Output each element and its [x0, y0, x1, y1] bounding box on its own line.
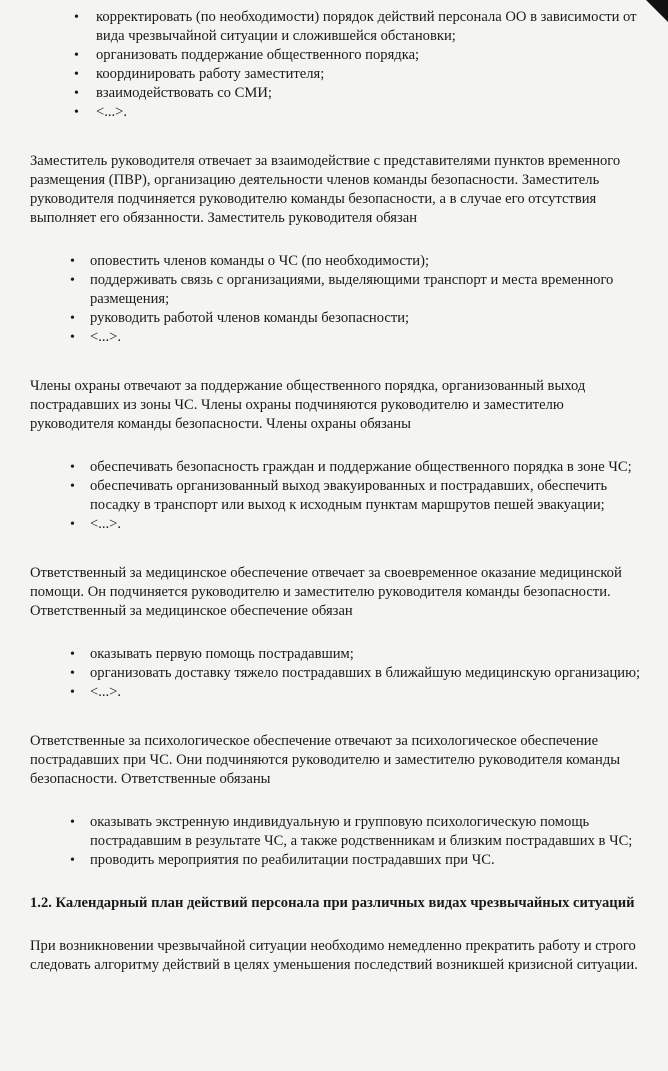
bullet-icon: •	[70, 273, 75, 288]
list-item: • организовать доставку тяжело пострадавших в ближайшую медицинскую организацию;	[70, 665, 641, 681]
bullet-icon: •	[70, 330, 75, 345]
duties-list-head	[30, 8, 642, 122]
guards-duties-list	[30, 458, 642, 534]
list-item: • оказывать экстренную индивидуальную и групповую психологическую помощь пострадавшим в результате ЧС, а также родственникам и близким пострадавших в ЧС;	[70, 814, 633, 849]
list-item: • проводить мероприятия по реабилитации пострадавших при ЧС.	[70, 852, 495, 868]
medical-paragraph: Ответственный за медицинское обеспечение отвечает за своевременное оказание медицинской помощи. Он подчиняется руководителю и заместителю руководителя команды безопасности. Ответственный за медицинское обеспечение обязан	[30, 565, 622, 619]
bullet-icon: •	[70, 311, 75, 326]
deputy-paragraph: Заместитель руководителя отвечает за взаимодействие с представителями пунктов временного размещения (ПВР), организацию деятельности членов команды безопасности. Заместитель руководителя подчиняется руководителю команды безопасности, а в случае его отсутствия выполняет его обязанности. Заместитель руководителя обязан	[30, 153, 621, 226]
closing-paragraph: При возникновении чрезвычайной ситуации необходимо немедленно прекратить работу и строго следовать алгоритму действий в целях уменьшения последствий возникшей кризисной ситуации.	[30, 938, 638, 973]
bullet-icon: •	[70, 254, 75, 269]
bullet-icon: •	[74, 10, 79, 25]
list-item: • <...>.	[70, 684, 122, 700]
bullet-icon: •	[74, 67, 79, 82]
bullet-icon: •	[70, 666, 75, 681]
medical-duties-list	[30, 645, 642, 702]
list-item: • координировать работу заместителя;	[74, 66, 325, 82]
list-item: • организовать поддержание общественного порядка;	[74, 47, 420, 63]
section-heading: 1.2. Календарный план действий персонала при различных видах чрезвычайных ситуаций	[30, 895, 635, 911]
list-item: • <...>.	[70, 329, 122, 345]
bullet-icon: •	[74, 105, 79, 120]
bullet-icon: •	[70, 685, 75, 700]
list-item: • обеспечивать организованный выход эвакуированных и пострадавших, обеспечить посадку в транспорт или выход к исходным пунктам маршрутов пешей эвакуации;	[70, 478, 608, 513]
bullet-icon: •	[70, 815, 75, 830]
psychological-paragraph: Ответственные за психологическое обеспечение отвечают за психологическое обеспечение пострадавших при ЧС. Они подчиняются руководителю и заместителю руководителя команды безопасности. Ответственные обязаны	[30, 733, 621, 787]
bullet-icon: •	[70, 479, 75, 494]
list-item: • обеспечивать безопасность граждан и поддержание общественного порядка в зоне ЧС;	[70, 459, 632, 475]
list-item: • <...>.	[74, 104, 128, 120]
list-item: • оказывать первую помощь пострадавшим;	[70, 646, 354, 662]
list-item: • руководить работой членов команды безопасности;	[70, 310, 410, 326]
bullet-icon: •	[70, 460, 75, 475]
list-item: • <...>.	[70, 516, 122, 532]
psychological-duties-list	[30, 813, 642, 870]
bullet-icon: •	[70, 647, 75, 662]
bullet-icon: •	[74, 86, 79, 101]
list-item: • поддерживать связь с организациями, выделяющими транспорт и места временного размещения;	[70, 272, 614, 307]
bullet-icon: •	[70, 853, 75, 868]
bullet-icon: •	[70, 517, 75, 532]
list-item: • взаимодействовать со СМИ;	[74, 85, 272, 101]
deputy-duties-list	[30, 252, 642, 347]
bullet-icon: •	[74, 48, 79, 63]
list-item: • оповестить членов команды о ЧС (по необходимости);	[70, 253, 430, 269]
list-item: • корректировать (по необходимости) порядок действий персонала ОО в зависимости от вида чрезвычайной ситуации и сложившейся обстановки;	[74, 9, 637, 44]
guards-paragraph: Члены охраны отвечают за поддержание общественного порядка, организованный выход пострадавших из зоны ЧС. Члены охраны подчиняются руководителю и заместителю руководителя команды безопасности. Члены охраны обязаны	[30, 378, 586, 432]
